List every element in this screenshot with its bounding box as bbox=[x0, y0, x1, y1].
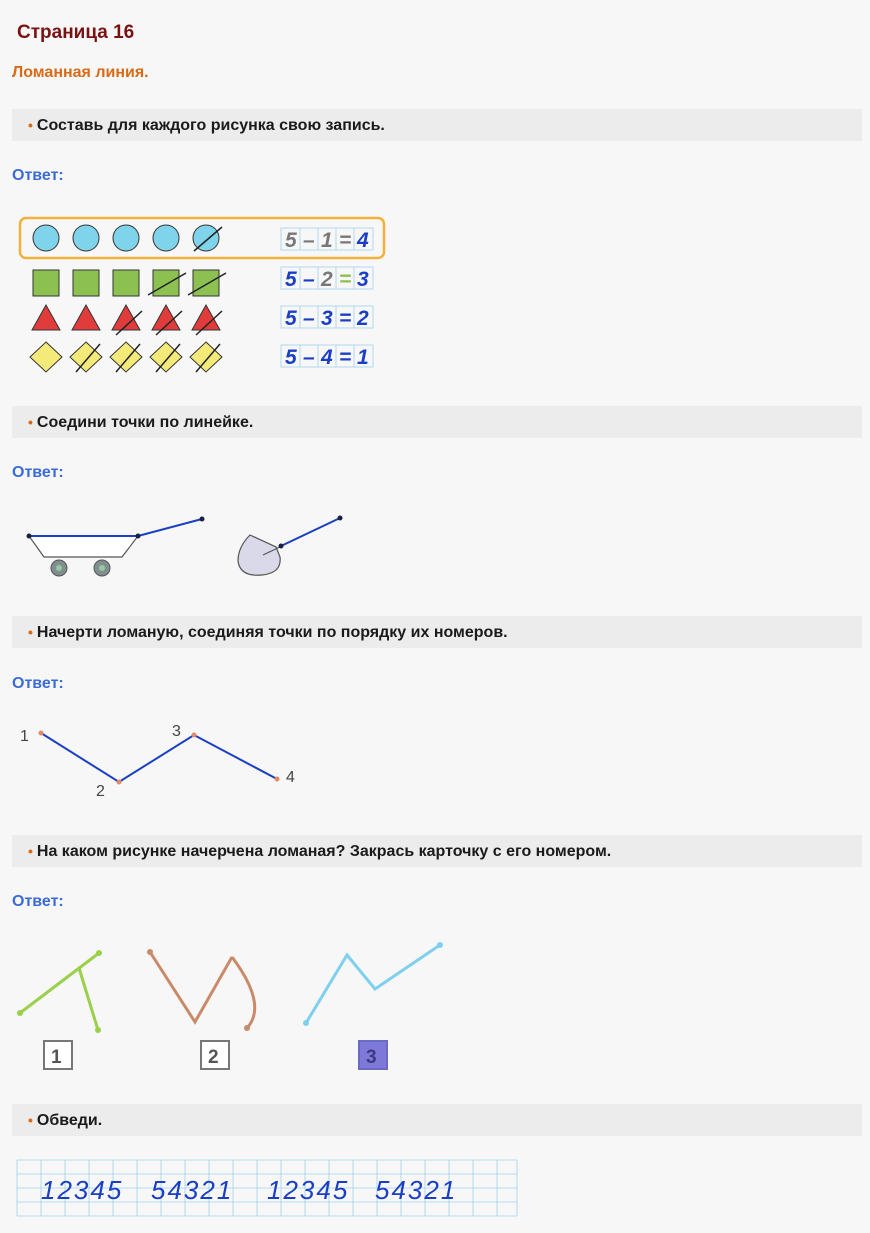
eq-equals: = bbox=[339, 307, 352, 330]
card-1-number: 1 bbox=[51, 1047, 62, 1068]
point-2 bbox=[117, 780, 122, 785]
circle-shape bbox=[153, 225, 179, 251]
card-2-number: 2 bbox=[208, 1047, 219, 1068]
broken-line bbox=[41, 733, 277, 782]
traced-digits bbox=[41, 1175, 457, 1205]
equation-row bbox=[285, 307, 369, 330]
shovel-icon bbox=[238, 516, 343, 576]
eq-a: 5 bbox=[285, 346, 297, 369]
point-label-4: 4 bbox=[286, 769, 295, 786]
equation-row bbox=[285, 268, 369, 291]
task-2 bbox=[12, 406, 862, 438]
eq-result: 3 bbox=[357, 268, 369, 291]
cart-shovel-figure bbox=[0, 505, 380, 585]
point-3 bbox=[192, 733, 197, 738]
eq-equals: = bbox=[339, 229, 352, 252]
cart-icon bbox=[27, 517, 205, 577]
task-4 bbox=[12, 835, 862, 867]
eq-result: 1 bbox=[357, 346, 369, 369]
figure-3-lines bbox=[303, 942, 443, 1026]
square-shape-crossed bbox=[153, 270, 179, 296]
card-3-number: 3 bbox=[366, 1047, 377, 1068]
circles-row bbox=[33, 225, 222, 251]
triangle-shape bbox=[72, 305, 100, 330]
triangles-row bbox=[32, 305, 222, 335]
point-1 bbox=[39, 731, 44, 736]
square-shape bbox=[73, 270, 99, 296]
task-3-text: Начерти ломаную, соединяя точки по порядку их номеров. bbox=[36, 624, 508, 641]
point-label-3: 3 bbox=[172, 723, 181, 740]
eq-a: 5 bbox=[285, 229, 297, 252]
square-shape bbox=[33, 270, 59, 296]
bullet-icon: • bbox=[28, 414, 33, 430]
card-2[interactable] bbox=[201, 1041, 229, 1069]
equation-row bbox=[285, 346, 369, 369]
task-5 bbox=[12, 1104, 862, 1136]
page-subtitle: Ломанная линия. bbox=[12, 64, 149, 81]
eq-result: 2 bbox=[357, 307, 369, 330]
circle-shape bbox=[33, 225, 59, 251]
figure-2-lines bbox=[147, 949, 255, 1031]
triangle-shape bbox=[32, 305, 60, 330]
task-3 bbox=[12, 616, 862, 648]
diamond-shape bbox=[30, 342, 62, 372]
card-1[interactable] bbox=[44, 1041, 72, 1069]
digit-group-1: 12345 bbox=[41, 1175, 124, 1205]
task-1-text: Составь для каждого рисунка свою запись. bbox=[36, 117, 385, 134]
eq-op: – bbox=[303, 229, 315, 252]
polyline-figure bbox=[0, 710, 320, 805]
equation-row bbox=[285, 229, 369, 252]
square-shape-crossed bbox=[193, 270, 219, 296]
eq-result: 4 bbox=[357, 229, 369, 252]
point-label-1: 1 bbox=[20, 728, 29, 745]
circle-shape-crossed bbox=[193, 225, 219, 251]
circle-shape bbox=[113, 225, 139, 251]
answer-label-2: Ответ: bbox=[12, 464, 64, 481]
square-shape bbox=[113, 270, 139, 296]
eq-b: 1 bbox=[321, 229, 333, 252]
eq-a: 5 bbox=[285, 307, 297, 330]
circle-shape bbox=[73, 225, 99, 251]
eq-op: – bbox=[303, 268, 315, 291]
diamonds-row bbox=[30, 342, 222, 372]
tracing-grid bbox=[15, 1158, 520, 1220]
task-5-text: Обведи. bbox=[36, 1112, 103, 1129]
bullet-icon: • bbox=[28, 624, 33, 640]
eq-equals: = bbox=[339, 268, 352, 291]
eq-b: 4 bbox=[321, 346, 333, 369]
shapes-figure bbox=[0, 205, 420, 380]
point-label-2: 2 bbox=[96, 783, 105, 800]
answer-label-1: Ответ: bbox=[12, 167, 64, 184]
bullet-icon: • bbox=[28, 1112, 33, 1128]
point-4 bbox=[275, 777, 280, 782]
digit-group-4: 54321 bbox=[375, 1175, 458, 1205]
task-2-text: Соедини точки по линейке. bbox=[36, 414, 254, 431]
eq-equals: = bbox=[339, 346, 352, 369]
task-1 bbox=[12, 109, 862, 141]
eq-b: 2 bbox=[321, 268, 333, 291]
eq-a: 5 bbox=[285, 268, 297, 291]
figure-1-lines bbox=[17, 950, 102, 1033]
bullet-icon: • bbox=[28, 117, 33, 133]
eq-op: – bbox=[303, 307, 315, 330]
bullet-icon: • bbox=[28, 843, 33, 859]
page-title: Страница 16 bbox=[17, 22, 135, 43]
answer-label-3: Ответ: bbox=[12, 675, 64, 692]
card-3-selected[interactable] bbox=[359, 1041, 387, 1069]
digit-group-2: 54321 bbox=[151, 1175, 234, 1205]
answer-label-4: Ответ: bbox=[12, 893, 64, 910]
eq-b: 3 bbox=[321, 307, 333, 330]
eq-op: – bbox=[303, 346, 315, 369]
cards-figure bbox=[0, 935, 470, 1080]
digit-group-3: 12345 bbox=[267, 1175, 350, 1205]
squares-row bbox=[33, 270, 226, 296]
task-4-text: На каком рисунке начерчена ломаная? Закрась карточку с его номером. bbox=[36, 843, 612, 860]
